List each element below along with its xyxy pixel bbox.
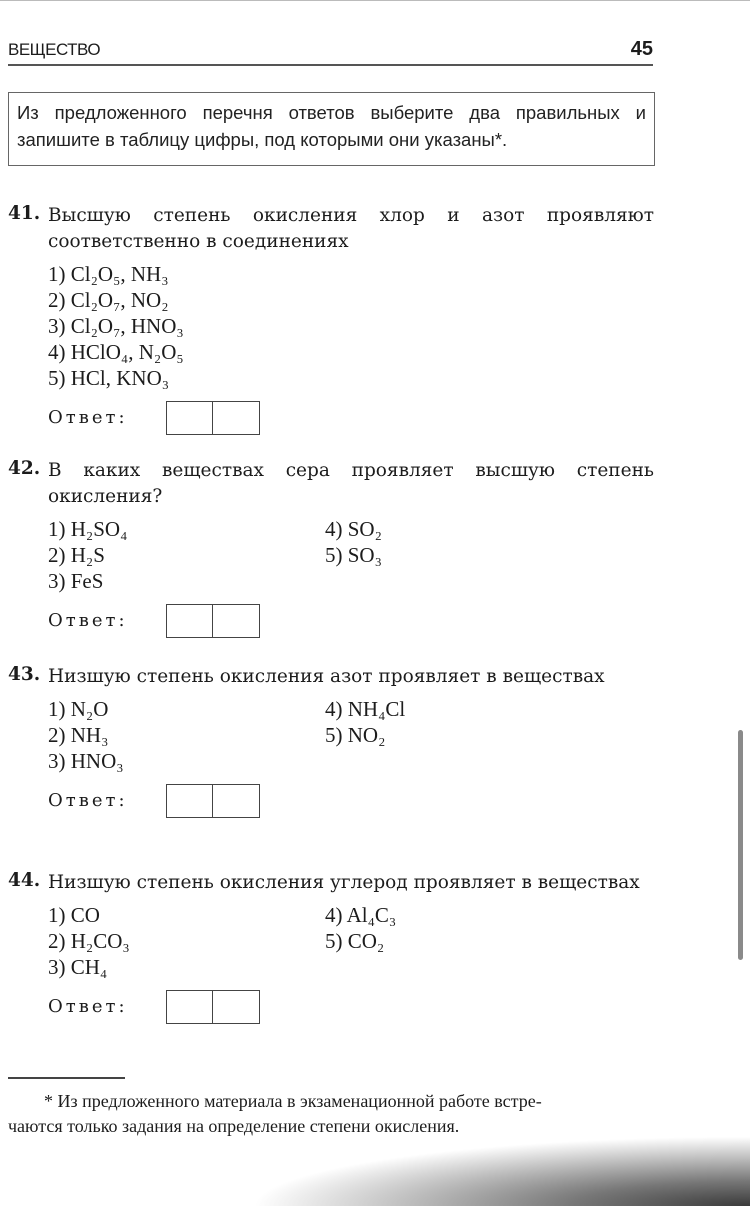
option: 5) NO₂ [325, 723, 386, 747]
option: 4) Al₄C₃ [325, 903, 397, 927]
answer-cell-1[interactable] [166, 604, 214, 638]
option: 5) CO₂ [325, 929, 385, 953]
answer-label: Ответ: [48, 790, 128, 811]
answer-label: Ответ: [48, 407, 128, 428]
question-41 [8, 203, 654, 435]
answer-cell-1[interactable] [166, 784, 214, 818]
question-text: Низшую степень окисления углерод проявляет в веществах [48, 872, 640, 893]
footnote-line-1: * Из предложенного материала в экзаменационной работе встре- [44, 1091, 542, 1111]
answer-row [48, 990, 654, 1024]
option: 1) H₂SO₄ [48, 517, 128, 541]
option: 2) H₂S [48, 543, 105, 567]
question-43 [8, 664, 654, 818]
option: 2) H₂CO₃ [48, 929, 130, 953]
option: 3) HNO₃ [48, 749, 124, 773]
answer-cell-1[interactable] [166, 401, 214, 435]
option: 4) HClO₄, N₂O₅ [48, 340, 184, 364]
footnote-line-2: чаются только задания на определение степени окисления. [8, 1116, 460, 1136]
answer-cell-2[interactable] [212, 604, 260, 638]
option: 3) Cl₂O₇, HNO₃ [48, 314, 184, 338]
options [48, 516, 654, 594]
answer-row [48, 401, 654, 435]
question-number: 41. [8, 203, 41, 224]
page-curl-shadow [250, 1136, 750, 1206]
footnote-divider [8, 1077, 125, 1079]
running-header [8, 38, 653, 66]
scrollbar[interactable] [738, 730, 743, 960]
options [48, 902, 654, 980]
question-text: Высшую степень окисления хлор и азот проявляют соответственно в соединениях [48, 205, 654, 252]
option: 5) SO₃ [325, 543, 382, 567]
answer-cell-2[interactable] [212, 401, 260, 435]
option: 5) HCl, KNO₃ [48, 366, 170, 390]
option: 4) SO₂ [325, 517, 382, 541]
page-number: 45 [630, 38, 653, 60]
options [48, 696, 654, 774]
answer-label: Ответ: [48, 610, 128, 631]
question-44 [8, 870, 654, 1024]
answer-cell-1[interactable] [166, 990, 214, 1024]
question-number: 42. [8, 458, 41, 479]
question-text: В каких веществах сера проявляет высшую степень окисления? [48, 460, 654, 507]
question-number: 44. [8, 870, 41, 891]
question-number: 43. [8, 664, 41, 685]
section-title: ВЕЩЕСТВО [8, 40, 101, 59]
options [48, 261, 654, 391]
answer-cell-2[interactable] [212, 990, 260, 1024]
option: 3) FeS [48, 569, 104, 593]
answer-row [48, 784, 654, 818]
option: 3) CH₄ [48, 955, 108, 979]
footnote [8, 1089, 653, 1139]
option: 2) NH₃ [48, 723, 109, 747]
answer-cell-2[interactable] [212, 784, 260, 818]
top-edge [0, 0, 750, 1]
instruction-box: Из предложенного перечня ответов выберите два правильных и запишите в таблицу цифры, под которыми они указаны*. [8, 92, 655, 166]
option: 2) Cl₂O₇, NO₂ [48, 288, 169, 312]
option: 1) N₂O [48, 697, 109, 721]
answer-row [48, 604, 654, 638]
answer-label: Ответ: [48, 996, 128, 1017]
option: 1) CO [48, 903, 100, 927]
question-text: Низшую степень окисления азот проявляет в веществах [48, 666, 605, 687]
question-42 [8, 458, 654, 638]
option: 1) Cl₂O₅, NH₃ [48, 262, 169, 286]
option: 4) NH₄Cl [325, 697, 406, 721]
